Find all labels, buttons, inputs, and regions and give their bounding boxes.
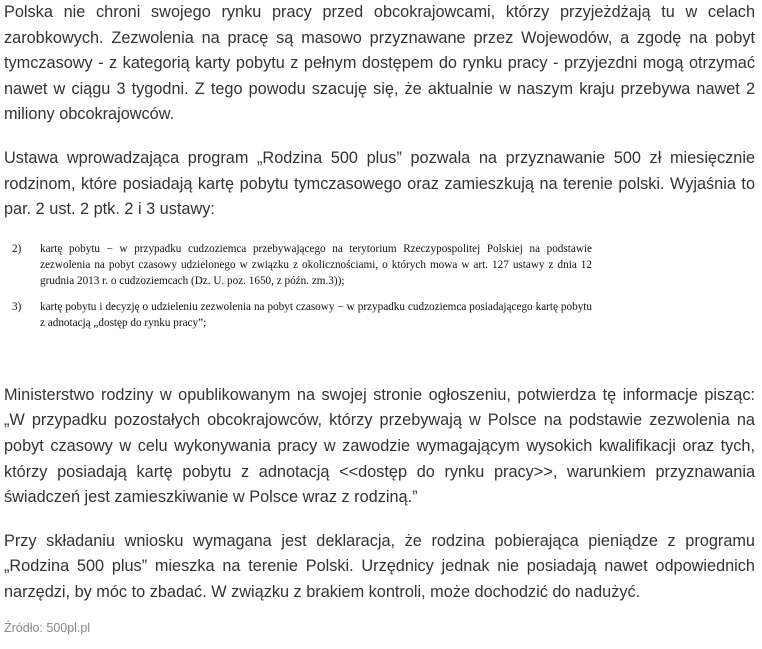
article-paragraph-3: Ministerstwo rodziny w opublikowanym na swojej stronie ogłoszeniu, potwierdza tę informacje pisząc: „W przypadku pozostałych obcokrajowców, którzy przebywają w Polsce na podstawie zezwolenia na pobyt czasowy w celu wykonywania pracy w zawodzie wymagającym wysokich kwalifikacji oraz tych, którzy posiadają kartę pobytu z adnotacją <<dostęp do rynku pracy>>, warunkiem przyznawania świadczeń jest zamieszkiwanie w Polsce wraz z rodziną.”	[4, 385, 755, 507]
law-excerpt	[12, 241, 592, 331]
article-paragraph-2: Ustawa wprowadzająca program „Rodzina 500 plus” pozwala na przyznawanie 500 zł miesięcznie rodzinom, które posiadają kartę pobytu tymczasowego oraz zamieszkują na terenie polski. Wyjaśnia to par. 2 ust. 2 ptk. 2 i 3 ustawy:	[4, 148, 755, 219]
law-excerpt-number: 2)	[12, 242, 22, 255]
article-body	[4, 0, 755, 636]
law-excerpt-text: kartę pobytu i decyzję o udzieleniu zezwolenia na pobyt czasowy − w przypadku cudzoziemca posiadającego kartę pobytu z adnotacją „dostęp do rynku pracy”;	[40, 300, 592, 329]
law-excerpt-number: 3)	[12, 300, 22, 313]
law-excerpt-item-3	[12, 299, 592, 331]
article-paragraph-1: Polska nie chroni swojego rynku pracy przed obcokrajowcami, którzy przyjeżdżają tu w celach zarobkowych. Zezwolenia na pracę są masowo przyznawane przez Wojewodów, a zgodę na pobyt tymczasowy - z kategorią karty pobytu z pełnym dostępem do rynku pracy - przyjezdni mogą otrzymać nawet w ciągu 3 tygodni. Z tego powodu szacuję się, że aktualnie w naszym kraju przebywa nawet 2 miliony obcokrajowców.	[4, 3, 755, 124]
article-paragraph-4: Przy składaniu wniosku wymagana jest deklaracja, że rodzina pobierająca pieniądze z programu „Rodzina 500 plus” mieszka na terenie Polski. Urzędnicy jednak nie posiadają nawet odpowiednich narzędzi, by móc to zbadać. W związku z brakiem kontroli, może dochodzić do nadużyć.	[4, 531, 755, 601]
law-excerpt-item-2	[12, 241, 592, 289]
law-excerpt-text: kartę pobytu − w przypadku cudzoziemca przebywającego na terytorium Rzeczypospolitej Polskiej na podstawie zezwolenia na pobyt czasowy udzielonego w związku z okolicznościami, o których mowa w art. 127 ustawy z dnia 12 grudnia 2013 r. o cudzoziemcach (Dz. U. poz. 1650, z późn. zm.3));	[40, 242, 592, 287]
source-note: Źródło: 500pl.pl	[4, 620, 91, 635]
